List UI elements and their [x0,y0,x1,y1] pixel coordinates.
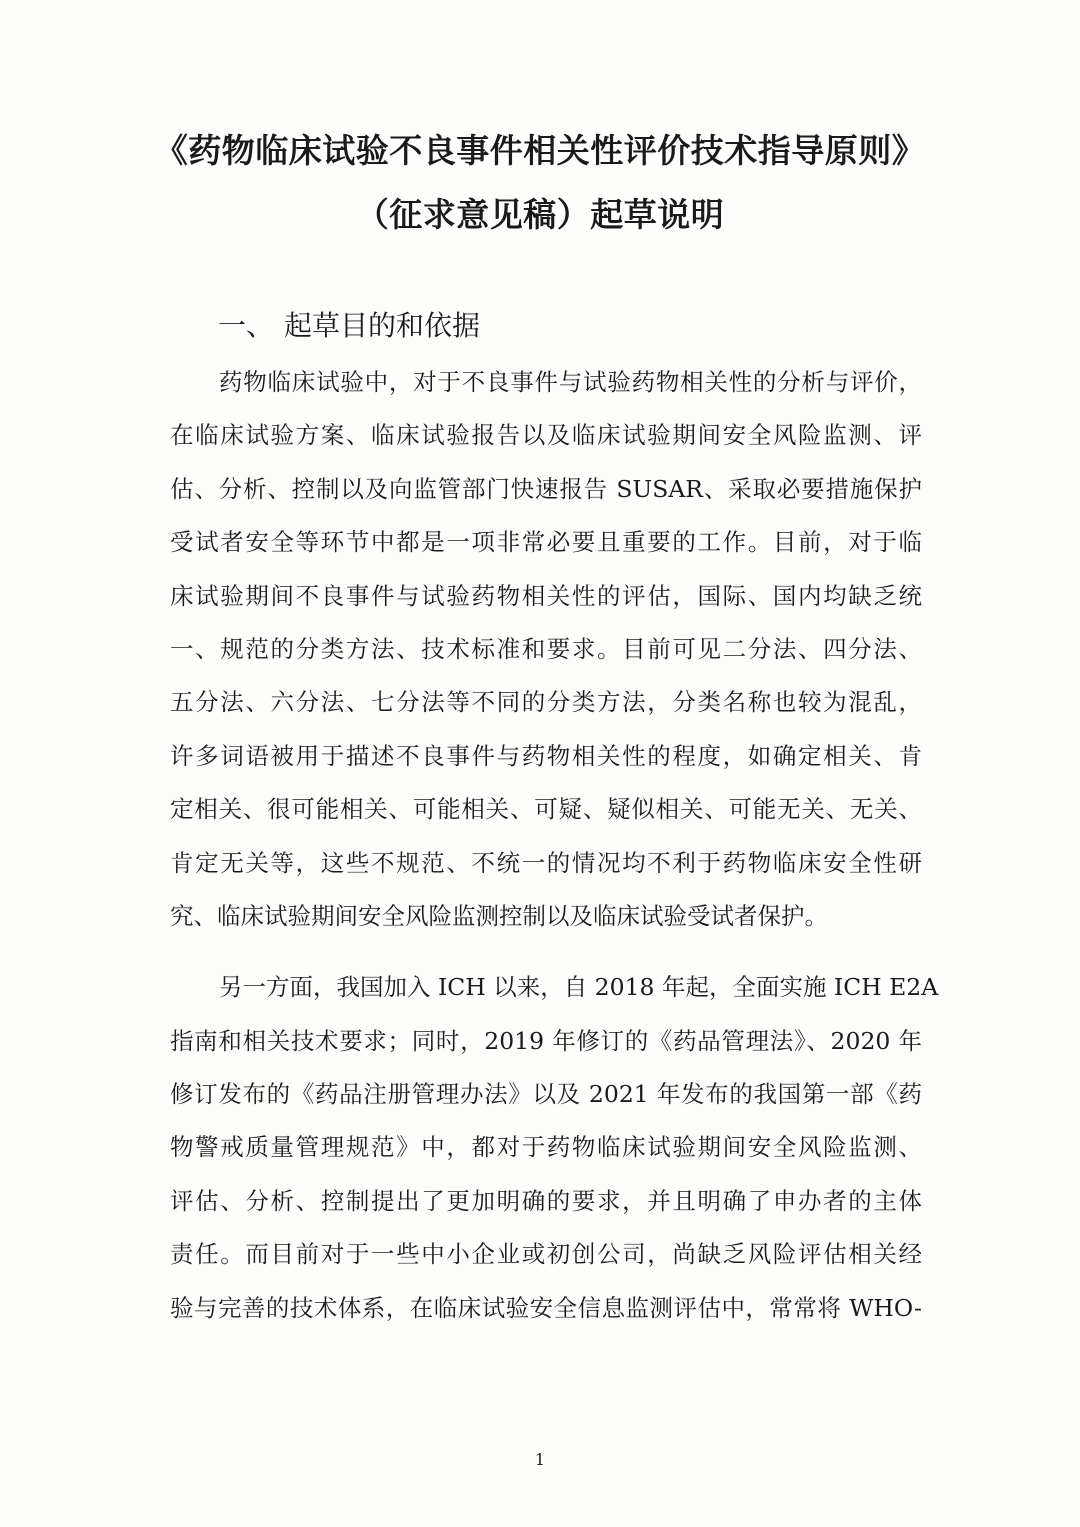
paragraph-1 [170,356,922,943]
text-line: 指南和相关技术要求；同时，2019 年修订的《药品管理法》、2020 年 [170,1026,922,1055]
text-line: 五分法、六分法、七分法等不同的分类方法，分类名称也较为混乱， [170,688,922,717]
text-line: 评估、分析、控制提出了更加明确的要求，并且明确了申办者的主体 [170,1186,922,1215]
paragraph-2 [170,961,939,1335]
body-text [170,356,939,1335]
title-line-2: （征求意见稿）起草说明 [355,195,725,234]
paragraph-gap [170,943,922,961]
text-line: 肯定无关等，这些不规范、不统一的情况均不利于药物临床安全性研 [170,848,922,877]
text-line: 床试验期间不良事件与试验药物相关性的评估，国际、国内均缺乏统 [170,581,922,610]
text-line: 究、临床试验期间安全风险监测控制以及临床试验受试者保护。 [170,901,828,930]
text-line: 一、规范的分类方法、技术标准和要求。目前可见二分法、四分法、 [170,634,922,663]
text-line: 药物临床试验中，对于不良事件与试验药物相关性的分析与评价， [219,368,922,396]
text-line: 修订发布的《药品注册管理办法》以及 2021 年发布的我国第一部《药 [170,1080,922,1109]
text-line: 物警戒质量管理规范》中，都对于药物临床试验期间安全风险监测、 [170,1133,922,1162]
page-number: 1 [534,1450,546,1469]
text-line: 许多词语被用于描述不良事件与药物相关性的程度，如确定相关、肯 [170,741,922,770]
section-title: 起草目的和依据 [284,309,481,342]
section-heading [218,306,480,346]
text-line: 估、分析、控制以及向监管部门快速报告 SUSAR、采取必要措施保护 [170,474,922,503]
section-number: 一、 [218,309,275,342]
text-line: 在临床试验方案、临床试验报告以及临床试验期间安全风险监测、评 [170,421,922,450]
text-line: 验与完善的技术体系，在临床试验安全信息监测评估中，常常将 WHO- [170,1293,922,1322]
title-line-1: 《药物临床试验不良事件相关性评价技术指导原则》 [154,131,926,170]
text-line: 受试者安全等环节中都是一项非常必要且重要的工作。目前，对于临 [170,528,922,557]
text-line: 另一方面，我国加入 ICH 以来，自 2018 年起，全面实施 ICH E2A [219,973,939,1002]
text-line: 定相关、很可能相关、可能相关、可疑、疑似相关、可能无关、无关、 [170,795,922,824]
text-line: 责任。而目前对于一些中小企业或初创公司，尚缺乏风险评估相关经 [170,1240,922,1269]
document-title [120,122,960,244]
